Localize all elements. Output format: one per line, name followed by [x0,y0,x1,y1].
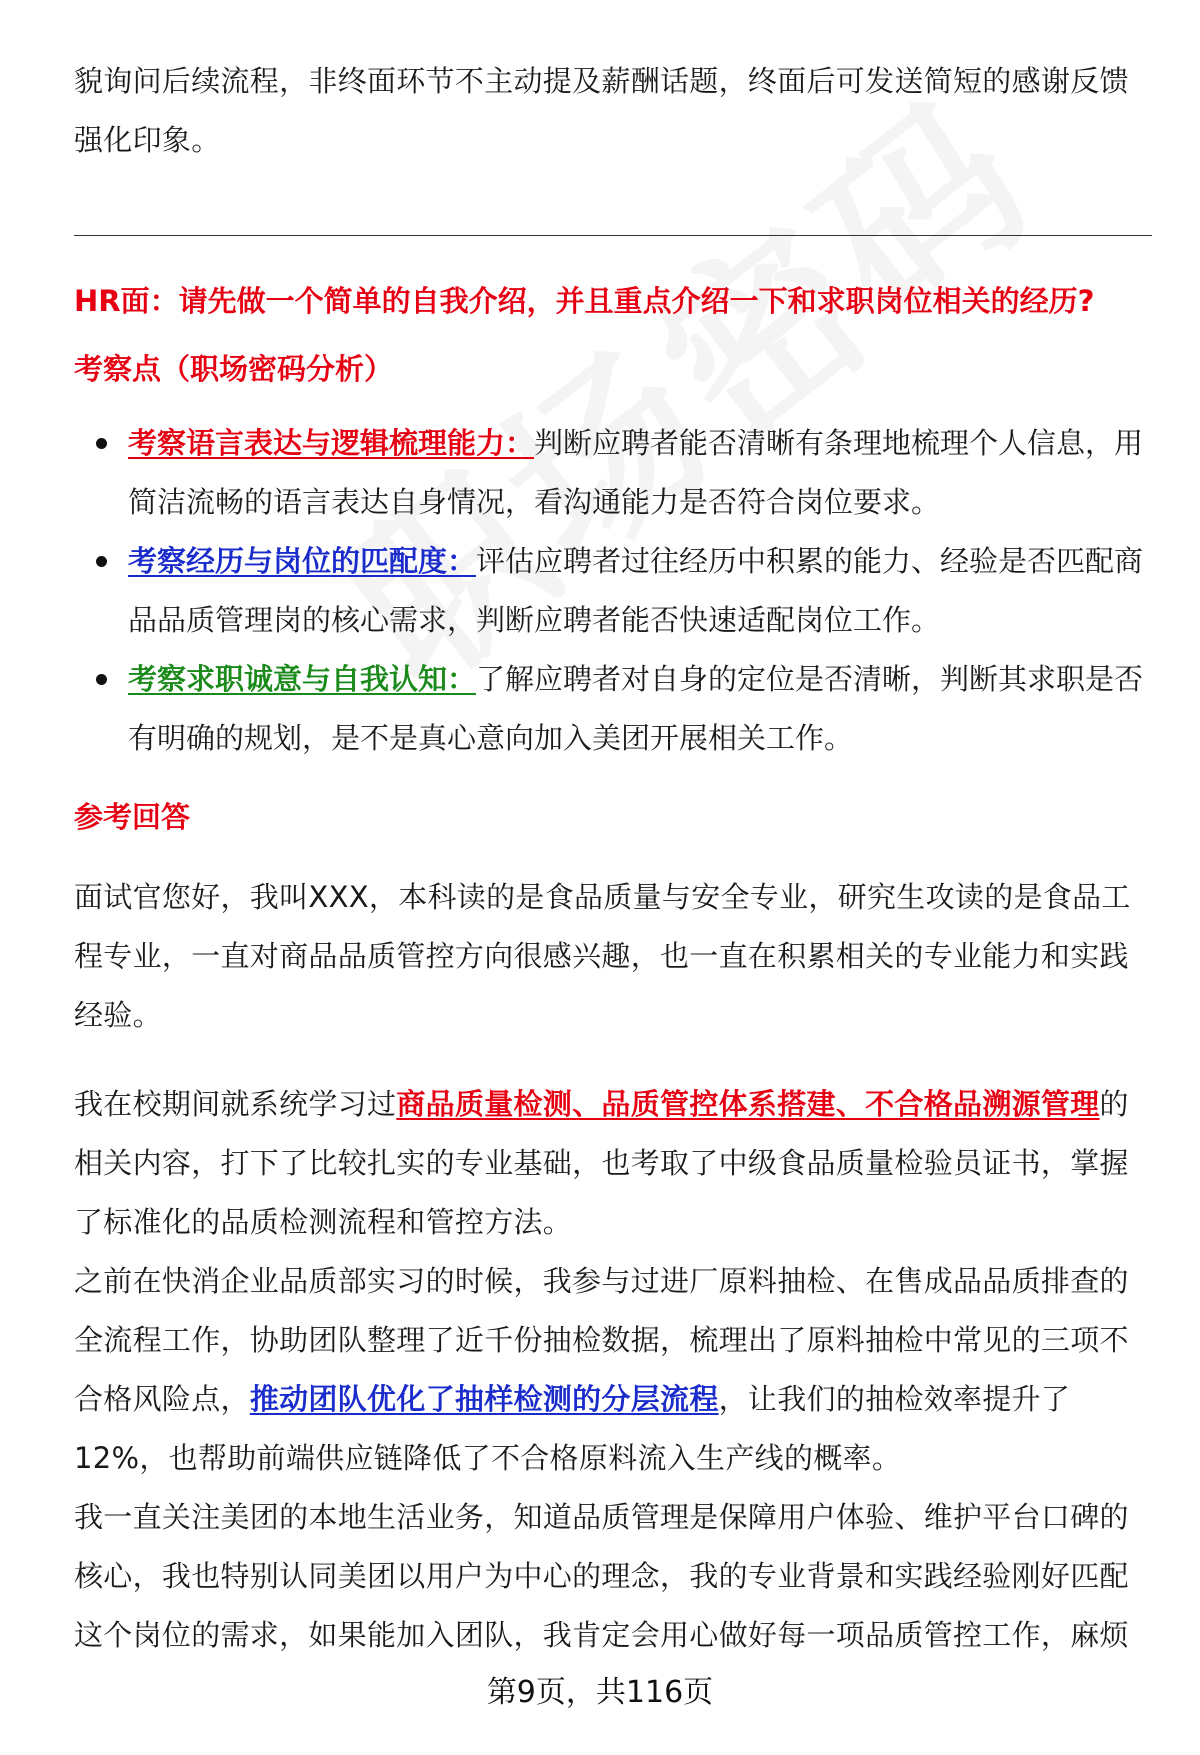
answer-p2-before: 我在校期间就系统学习过 [74,1087,397,1121]
bullet-icon [96,556,107,567]
bullet-icon [96,438,107,449]
kaocha-point [74,414,1152,532]
answer-p3-after: ，让我们的抽检效率提升了12%，也帮助前端供应链降低了不合格原料流入生产线的概率。 [74,1382,1071,1475]
kaocha-points-list [74,414,1152,768]
answer-paragraph-4: 我一直关注美团的本地生活业务，知道品质管理是保障用户体验、维护平台口碑的核心，我也特别认同美团以用户为中心的理念，我的专业背景和实践经验刚好匹配这个岗位的需求，如果能加入团队，我肯定会用心做好每一项品质管控工作，麻烦 [74,1500,1129,1652]
point-label: 考察求职诚意与自我认知： [128,662,477,696]
bullet-icon [96,674,107,685]
point-text: 了解应聘者对自身的定位是否清晰，判断其求职是否有明确的规划，是不是真心意向加入美团开展相关工作。 [128,662,1144,755]
answer-p2-after: 的相关内容，打下了比较扎实的专业基础，也考取了中级食品质量检验员证书，掌握了标准化的品质检测流程和管控方法。 [74,1087,1129,1239]
answer-paragraph-3 [74,1252,1152,1488]
point-label: 考察经历与岗位的匹配度： [128,544,477,578]
point-text: 评估应聘者过往经历中积累的能力、经验是否匹配商品品质管理岗的核心需求，判断应聘者能否快速适配岗位工作。 [128,544,1144,637]
answer-paragraph-2 [74,1075,1152,1252]
point-text: 判断应聘者能否清晰有条理地梳理个人信息，用简洁流畅的语言表达自身情况，看沟通能力是否符合岗位要求。 [128,426,1144,519]
kaocha-point [74,650,1152,768]
kaocha-heading: 考察点（职场密码分析） [74,352,394,386]
interview-question: HR面：请先做一个简单的自我介绍，并且重点介绍一下和求职岗位相关的经历? [74,284,1095,318]
page-number-footer: 第9页，共116页 [486,1675,714,1710]
intro-paragraph: 貌询问后续流程，非终面环节不主动提及薪酬话题，终面后可发送简短的感谢反馈强化印象。 [74,64,1129,157]
answer-p3-before: 之前在快消企业品质部实习的时候，我参与过进厂原料抽检、在售成品品质排查的全流程工作，协助团队整理了近千份抽检数据，梳理出了原料抽检中常见的三项不合格风险点， [74,1264,1129,1416]
answer-paragraph-1: 面试官您好，我叫XXX，本科读的是食品质量与安全专业，研究生攻读的是食品工程专业，一直对商品品质管控方向很感兴趣，也一直在积累相关的专业能力和实践经验。 [74,880,1131,1032]
page-content [74,52,1152,1665]
point-label: 考察语言表达与逻辑梳理能力： [128,426,535,460]
answer-p3-highlight: 推动团队优化了抽样检测的分层流程 [249,1382,719,1416]
answer-p2-highlight: 商品质量检测、品质管控体系搭建、不合格品溯源管理 [396,1087,1100,1121]
section-divider [74,235,1152,236]
kaocha-point [74,532,1152,650]
reference-answer-heading: 参考回答 [74,800,191,834]
